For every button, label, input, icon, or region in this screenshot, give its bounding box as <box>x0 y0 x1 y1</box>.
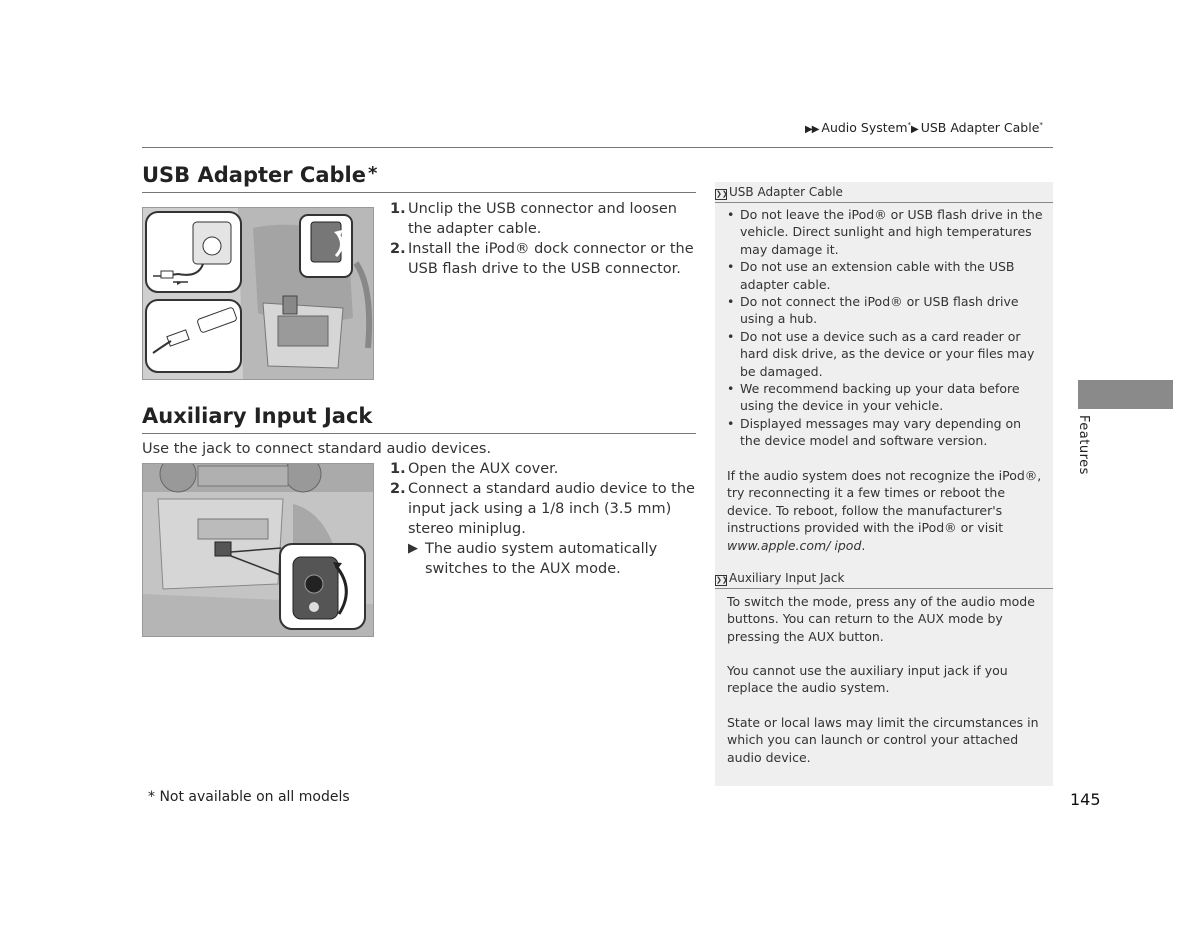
aux-illustration <box>142 463 374 637</box>
aux-step-2-text: Connect a standard audio device to the input jack using a 1/8 inch (3.5 mm) stereo miniplug. <box>408 481 695 537</box>
usb-step-1 <box>390 199 700 239</box>
chapter-tab-label: Features <box>1076 415 1091 475</box>
aux-step-1 <box>390 459 700 479</box>
sidebar-bullet-1: • Do not leave the iPod® or USB flash drive in the vehicle. Direct sunlight and high temperatures may damage it. <box>727 206 1045 258</box>
aux-step-2-number: 2. <box>390 481 406 497</box>
usb-step-2-text: Install the iPod® dock connector or the USB flash drive to the USB connector. <box>408 241 694 277</box>
breadcrumb-usb-adapter-cable[interactable]: USB Adapter Cable <box>920 120 1040 135</box>
breadcrumb <box>805 120 1043 135</box>
sidebar-aux-para-1: To switch the mode, press any of the audio mode buttons. You can return to the AUX mode by pressing the AUX button. <box>727 594 1035 644</box>
usb-steps <box>390 199 700 279</box>
usb-step-2-number: 2. <box>390 241 406 257</box>
sidebar-bullet-2: • Do not use an extension cable with the USB adapter cable. <box>727 258 1045 293</box>
sidebar-bullet-5: • We recommend backing up your data before using the device in your vehicle. <box>727 380 1045 415</box>
sidebar-aux-para-3: State or local laws may limit the circumstances in which you can launch or control your attached audio device. <box>727 715 1039 765</box>
sidebar-usb-note-end: . <box>861 537 866 553</box>
sidebar-usb-heading <box>715 185 1053 200</box>
aux-steps <box>390 459 700 579</box>
aux-title-rule <box>142 433 696 434</box>
sidebar-bullet-3: • Do not connect the iPod® or USB flash drive using a hub. <box>727 293 1045 328</box>
reference-icon: ❯❯ <box>716 576 728 584</box>
sidebar-bullet-6: • Displayed messages may vary depending on the device model and software version. <box>727 415 1045 450</box>
usb-title-asterisk: * <box>368 163 378 184</box>
aux-intro: Use the jack to connect standard audio devices. <box>142 441 492 457</box>
aux-section-title: Auxiliary Input Jack <box>142 404 373 428</box>
usb-title-text: USB Adapter Cable <box>142 163 366 187</box>
usb-step-2 <box>390 239 700 279</box>
sidebar-aux-rule <box>715 588 1053 589</box>
reference-icon: ❯❯ <box>716 190 728 198</box>
apple-url-link[interactable]: www.apple.com/ ipod <box>727 537 862 553</box>
sidebar-usb-heading-text: USB Adapter Cable <box>729 185 843 199</box>
usb-title-rule <box>142 192 696 193</box>
footnote: * Not available on all models <box>148 789 350 805</box>
sidebar-aux-heading <box>715 571 1053 586</box>
sidebar-usb-rule <box>715 202 1053 203</box>
header-rule <box>142 147 1053 148</box>
aux-console-illustration <box>143 464 373 636</box>
aux-step-1-number: 1. <box>390 461 406 477</box>
sidebar-usb-bullets <box>727 206 1045 450</box>
result-arrow-icon: ▶ <box>408 541 418 556</box>
usb-step-1-number: 1. <box>390 201 406 217</box>
aux-step-2-result <box>390 539 700 579</box>
breadcrumb-asterisk-2: * <box>1039 120 1043 129</box>
usb-console-illustration <box>143 208 373 379</box>
sidebar-aux-para-2: You cannot use the auxiliary input jack if you replace the audio system. <box>727 663 1008 696</box>
usb-illustration <box>142 207 374 380</box>
breadcrumb-asterisk: * <box>907 120 912 129</box>
breadcrumb-arrow: ▶ <box>911 124 918 135</box>
usb-section-title <box>142 163 377 187</box>
aux-step-2-result-text: The audio system automatically switches to the AUX mode. <box>425 541 658 577</box>
sidebar-aux-heading-text: Auxiliary Input Jack <box>729 571 845 585</box>
breadcrumb-arrows: ▶▶ <box>805 124 819 135</box>
sidebar-usb-note-text: If the audio system does not recognize the iPod®, try reconnecting it a few times or reboot the device. To reboot, follow the manufacturer's instructions provided with the iPod® or visit <box>727 468 1042 536</box>
sidebar-bullet-4: • Do not use a device such as a card reader or hard disk drive, as the device or your files may be damaged. <box>727 328 1045 380</box>
aux-step-1-text: Open the AUX cover. <box>408 461 559 477</box>
chapter-tab[interactable] <box>1078 380 1173 409</box>
aux-step-2 <box>390 479 700 539</box>
usb-step-1-text: Unclip the USB connector and loosen the adapter cable. <box>408 201 677 237</box>
page-number: 145 <box>1070 790 1101 809</box>
breadcrumb-audio-system[interactable]: Audio System <box>821 120 908 135</box>
sidebar-usb-note <box>727 467 1043 554</box>
